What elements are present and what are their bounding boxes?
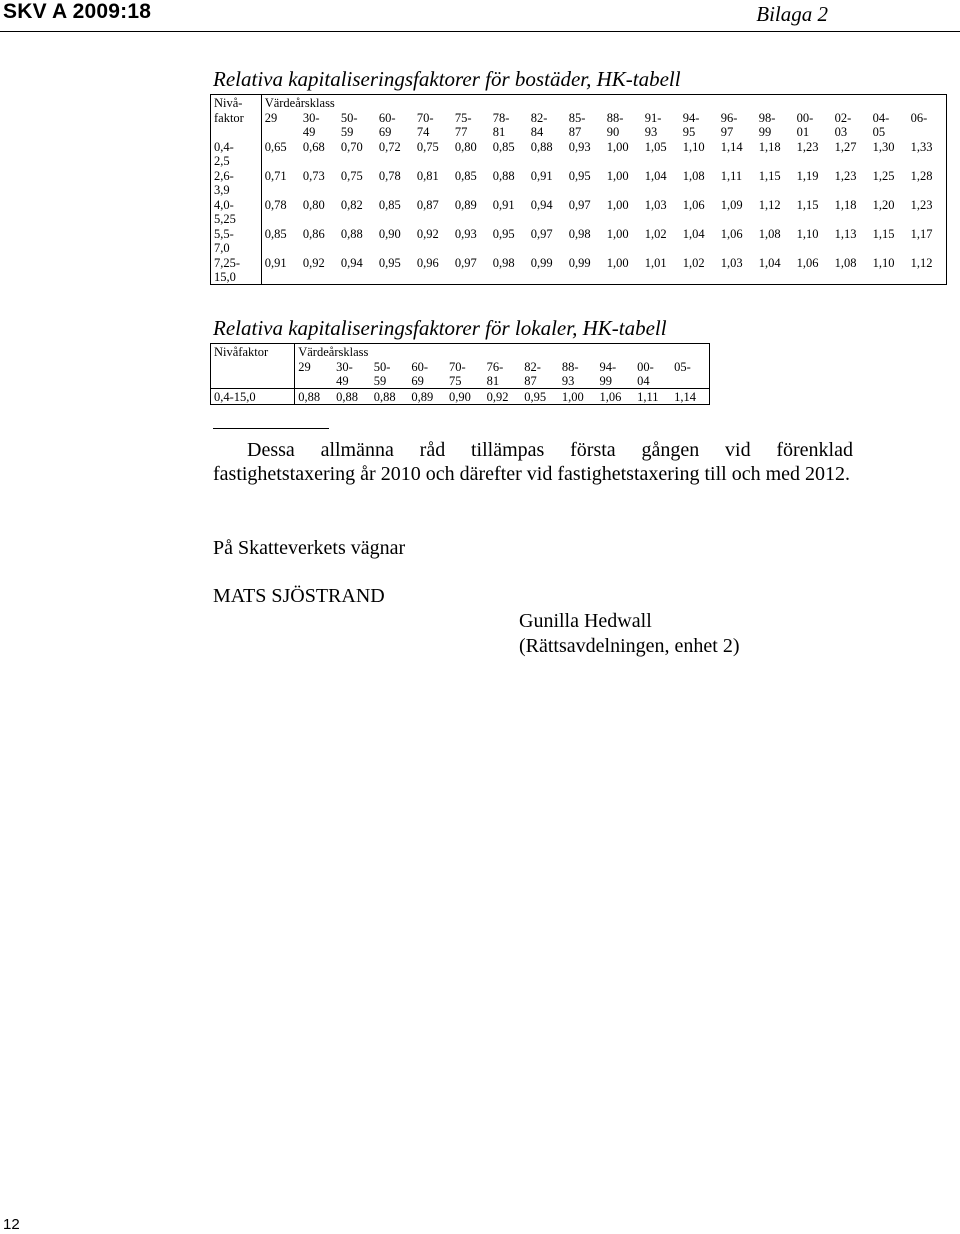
- class-to: 69: [378, 125, 392, 139]
- class-column-header: [484, 359, 522, 389]
- class-column-header: [566, 110, 604, 139]
- factor-cell: 0,78: [264, 198, 287, 212]
- factor-cell: 1,19: [796, 169, 819, 183]
- factor-cell: 1,13: [834, 227, 857, 241]
- class-to: 81: [492, 125, 506, 139]
- factor-cell: 0,80: [454, 140, 477, 154]
- class-to: 59: [340, 125, 354, 139]
- class-column-header: [490, 110, 528, 139]
- factor-cell: 1,33: [908, 139, 947, 168]
- factor-cell: 1,23: [796, 140, 819, 154]
- factor-cell: 0,94: [338, 255, 376, 285]
- class-to: 97: [720, 125, 734, 139]
- factor-cell: 1,30: [872, 140, 895, 154]
- factor-cell: 0,88: [333, 389, 371, 405]
- level-cell: [211, 168, 262, 197]
- class-column-header: [680, 110, 718, 139]
- signature-name-primary: MATS SJÖSTRAND: [213, 585, 385, 607]
- class-to: 84: [530, 125, 544, 139]
- factor-cell: 1,08: [682, 169, 705, 183]
- level-to: 7,0: [214, 241, 230, 255]
- class-column-header: [414, 110, 452, 139]
- signature-secondary: [519, 609, 740, 659]
- class-to: 93: [644, 125, 658, 139]
- class-from: 05-: [674, 360, 691, 374]
- class-to: [298, 374, 331, 388]
- level-cell: [211, 226, 262, 255]
- class-from: 82-: [530, 111, 548, 125]
- factor-cell: 0,70: [340, 140, 363, 154]
- class-to: [265, 125, 298, 139]
- class-from: 30-: [302, 111, 320, 125]
- class-from: 30-: [336, 360, 353, 374]
- class-from: 78-: [492, 111, 510, 125]
- class-to: 74: [416, 125, 430, 139]
- factor-cell: 0,85: [492, 140, 515, 154]
- factor-cell: 0,65: [264, 140, 287, 154]
- factor-cell: 0,88: [530, 140, 553, 154]
- factor-cell: 0,88: [295, 389, 333, 405]
- factor-cell: 1,11: [720, 169, 743, 183]
- table1-title: Relativa kapitaliseringsfaktorer för bostäder, HK-tabell: [213, 67, 681, 91]
- factor-cell: 0,93: [454, 227, 477, 241]
- factor-cell: 1,00: [606, 227, 629, 241]
- class-to: 99: [758, 125, 772, 139]
- class-header-cell: Värdeårsklass: [295, 344, 710, 360]
- factor-cell: 1,17: [908, 226, 947, 255]
- class-column-header: [870, 110, 908, 139]
- class-column-header: [452, 110, 490, 139]
- factor-cell: 1,12: [908, 255, 947, 285]
- factor-cell: 1,14: [671, 389, 709, 405]
- signature-organisation: På Skatteverkets vägnar: [213, 537, 406, 559]
- factor-cell: 0,85: [378, 198, 401, 212]
- class-from: 06-: [910, 111, 928, 125]
- factor-cell: 0,99: [528, 255, 566, 285]
- factor-cell: 0,96: [414, 255, 452, 285]
- factor-cell: 0,95: [568, 169, 591, 183]
- class-column-header: [295, 359, 333, 389]
- class-column-header: [718, 110, 756, 139]
- factor-cell: 0,88: [492, 169, 515, 183]
- factor-cell: 1,10: [870, 255, 908, 285]
- class-column-header: [376, 110, 414, 139]
- footnote-rule: [213, 428, 329, 429]
- level-cell: [211, 255, 262, 285]
- factor-cell: 1,15: [758, 169, 781, 183]
- class-from: 88-: [561, 360, 579, 374]
- class-column-header: [521, 359, 559, 389]
- factor-cell: 0,95: [376, 255, 414, 285]
- table2-header-row: [211, 344, 710, 360]
- class-from: 60-: [378, 111, 396, 125]
- class-from: 29: [264, 111, 278, 125]
- factor-cell: 1,06: [794, 255, 832, 285]
- factor-cell: 1,00: [606, 169, 629, 183]
- class-from: 76-: [486, 360, 504, 374]
- class-column-header: [333, 359, 371, 389]
- factor-cell: 1,04: [756, 255, 794, 285]
- class-to: 75: [448, 374, 462, 388]
- factor-cell: 1,15: [796, 198, 819, 212]
- level-header-cell: faktor: [211, 110, 262, 139]
- table2-title: Relativa kapitaliseringsfaktorer för lokaler, HK-tabell: [213, 316, 667, 340]
- factor-cell: 0,78: [378, 169, 401, 183]
- class-to: 77: [454, 125, 468, 139]
- factor-cell: 0,91: [261, 255, 300, 285]
- factor-cell: 0,90: [446, 389, 484, 405]
- class-from: 50-: [373, 360, 391, 374]
- factor-cell: 0,72: [378, 140, 401, 154]
- class-from: 60-: [411, 360, 428, 374]
- factor-cell: 0,95: [521, 389, 559, 405]
- class-to: 49: [302, 125, 316, 139]
- document-code: SKV A 2009:18: [3, 0, 152, 23]
- class-to: 04: [637, 374, 650, 388]
- factor-cell: 1,04: [682, 227, 705, 241]
- factor-cell: 1,03: [718, 255, 756, 285]
- factor-cell: 1,05: [644, 140, 667, 154]
- appendix-label: Bilaga 2: [756, 2, 828, 26]
- factor-cell: 0,75: [340, 169, 363, 183]
- class-column-header: [300, 110, 338, 139]
- footnote-body: Dessa allmänna råd tillämpas första gången vid förenklad fastighetstaxering år 2010 och därefter vid fastighetstaxering till och med 2012.: [213, 439, 853, 485]
- factor-cell: 1,04: [644, 169, 667, 183]
- class-from: 85-: [568, 111, 586, 125]
- factor-cell: 0,88: [340, 227, 363, 241]
- table-premises-factors: [210, 343, 710, 405]
- factor-cell: 0,97: [530, 227, 553, 241]
- factor-cell: 0,68: [302, 140, 325, 154]
- level-from: 7,25-: [214, 256, 241, 270]
- factor-cell: 1,12: [758, 198, 781, 212]
- header-rule: [0, 31, 960, 32]
- level-header-cell: Nivå-: [211, 95, 262, 111]
- factor-cell: 0,92: [484, 389, 522, 405]
- factor-cell: 0,75: [416, 140, 439, 154]
- class-from: 98-: [758, 111, 776, 125]
- factor-cell: 0,71: [264, 169, 287, 183]
- factor-cell: 1,18: [758, 140, 781, 154]
- factor-cell: 0,94: [530, 198, 553, 212]
- factor-cell: 1,10: [796, 227, 819, 241]
- class-from: 02-: [834, 111, 852, 125]
- factor-cell: 0,85: [264, 227, 287, 241]
- factor-cell: 1,14: [720, 140, 743, 154]
- class-column-header: [794, 110, 832, 139]
- factor-cell: 0,86: [302, 227, 325, 241]
- class-column-header: [408, 359, 446, 389]
- table-row: [211, 139, 947, 168]
- class-from: 82-: [524, 360, 541, 374]
- factor-cell: 0,93: [568, 140, 591, 154]
- factor-cell: 0,98: [490, 255, 528, 285]
- factor-cell: 1,03: [644, 198, 667, 212]
- class-to: 95: [682, 125, 696, 139]
- class-from: 94-: [599, 360, 617, 374]
- factor-cell: 1,00: [559, 389, 597, 405]
- class-to: 05: [872, 125, 886, 139]
- factor-cell: 1,01: [642, 255, 680, 285]
- factor-cell: 0,99: [566, 255, 604, 285]
- class-column-header: [596, 359, 634, 389]
- class-to: 59: [373, 374, 387, 388]
- table2-class-row: [211, 359, 710, 389]
- factor-cell: 0,92: [416, 227, 439, 241]
- class-from: 96-: [720, 111, 738, 125]
- factor-cell: 0,81: [416, 169, 439, 183]
- factor-cell: 1,00: [606, 140, 629, 154]
- factor-cell: 1,11: [634, 389, 671, 405]
- class-column-header: [338, 110, 376, 139]
- class-to: 81: [486, 374, 500, 388]
- class-to: 87: [524, 374, 537, 388]
- factor-cell: 1,23: [834, 169, 857, 183]
- class-header-cell: Värdeårsklass: [261, 95, 946, 111]
- class-to: 93: [561, 374, 575, 388]
- factor-cell: 0,97: [452, 255, 490, 285]
- class-column-header: [642, 110, 680, 139]
- level-cell: 0,4-15,0: [211, 389, 295, 405]
- factor-cell: 0,91: [530, 169, 553, 183]
- factor-cell: 0,82: [340, 198, 363, 212]
- factor-cell: 0,98: [568, 227, 591, 241]
- class-from: 75-: [454, 111, 472, 125]
- factor-cell: 1,15: [872, 227, 895, 241]
- class-column-header: [634, 359, 671, 389]
- signature-department: (Rättsavdelningen, enhet 2): [519, 635, 740, 657]
- level-from: 4,0-: [214, 198, 234, 212]
- table-row: [211, 226, 947, 255]
- table-housing-factors: [210, 94, 947, 285]
- table-row: [211, 168, 947, 197]
- factor-cell: 0,95: [492, 227, 515, 241]
- level-cell: [211, 139, 262, 168]
- factor-cell: 1,00: [604, 255, 642, 285]
- class-to: 03: [834, 125, 848, 139]
- class-column-header: [559, 359, 597, 389]
- table1-header-row: [211, 95, 947, 111]
- class-to: 01: [796, 125, 810, 139]
- signature-name-secondary: Gunilla Hedwall: [519, 610, 652, 632]
- class-from: 70-: [416, 111, 434, 125]
- factor-cell: 0,73: [302, 169, 325, 183]
- level-cell: [211, 197, 262, 226]
- factor-cell: 0,80: [302, 198, 325, 212]
- factor-cell: 1,08: [832, 255, 870, 285]
- class-from: 70-: [448, 360, 466, 374]
- factor-cell: 0,90: [378, 227, 401, 241]
- class-from: 04-: [872, 111, 890, 125]
- class-column-header: [371, 359, 409, 389]
- factor-cell: 1,00: [606, 198, 629, 212]
- level-header-cell: Nivåfaktor: [211, 344, 295, 360]
- class-to: 49: [336, 374, 349, 388]
- factor-cell: 1,23: [908, 197, 947, 226]
- class-from: 00-: [637, 360, 654, 374]
- class-to: 69: [411, 374, 424, 388]
- class-to: 99: [599, 374, 612, 388]
- factor-cell: 1,20: [872, 198, 895, 212]
- class-column-header: [446, 359, 484, 389]
- class-column-header: [261, 110, 300, 139]
- factor-cell: 1,06: [682, 198, 705, 212]
- factor-cell: 1,27: [834, 140, 857, 154]
- level-from: 2,6-: [214, 169, 234, 183]
- factor-cell: 0,87: [416, 198, 439, 212]
- class-to: [674, 374, 707, 388]
- class-to: [911, 125, 944, 139]
- level-to: 15,0: [214, 270, 236, 284]
- level-to: 3,9: [214, 183, 230, 197]
- factor-cell: 0,91: [492, 198, 515, 212]
- class-from: 91-: [644, 111, 662, 125]
- table-row: [211, 197, 947, 226]
- level-from: 0,4-: [214, 140, 234, 154]
- class-column-header: [756, 110, 794, 139]
- class-to: 90: [606, 125, 620, 139]
- factor-cell: 1,02: [644, 227, 667, 241]
- factor-cell: 0,85: [454, 169, 477, 183]
- factor-cell: 1,06: [596, 389, 634, 405]
- level-to: 2,5: [214, 154, 230, 168]
- class-from: 29: [298, 360, 311, 374]
- factor-cell: 0,97: [568, 198, 591, 212]
- factor-cell: 1,08: [758, 227, 781, 241]
- level-from: 5,5-: [214, 227, 234, 241]
- class-from: 50-: [340, 111, 358, 125]
- class-column-header: [908, 110, 947, 139]
- factor-cell: 1,06: [720, 227, 743, 241]
- footnote-text: [213, 438, 853, 486]
- factor-cell: 1,25: [872, 169, 895, 183]
- class-to: 87: [568, 125, 582, 139]
- class-column-header: [528, 110, 566, 139]
- factor-cell: 0,92: [300, 255, 338, 285]
- class-from: 88-: [606, 111, 624, 125]
- table-row: [211, 255, 947, 285]
- class-column-header: [832, 110, 870, 139]
- level-header-blank: [211, 359, 295, 389]
- factor-cell: 1,10: [682, 140, 705, 154]
- table1-class-row: [211, 110, 947, 139]
- factor-cell: 1,18: [834, 198, 857, 212]
- class-column-header: [604, 110, 642, 139]
- factor-cell: 0,89: [408, 389, 446, 405]
- factor-cell: 1,09: [720, 198, 743, 212]
- factor-cell: 1,02: [680, 255, 718, 285]
- factor-cell: 0,89: [454, 198, 477, 212]
- class-column-header: [671, 359, 709, 389]
- factor-cell: 1,28: [908, 168, 947, 197]
- table-row: [211, 389, 710, 405]
- class-from: 00-: [796, 111, 814, 125]
- level-to: 5,25: [214, 212, 236, 226]
- factor-cell: 0,88: [371, 389, 409, 405]
- class-from: 94-: [682, 111, 700, 125]
- page-number: 12: [3, 1216, 20, 1233]
